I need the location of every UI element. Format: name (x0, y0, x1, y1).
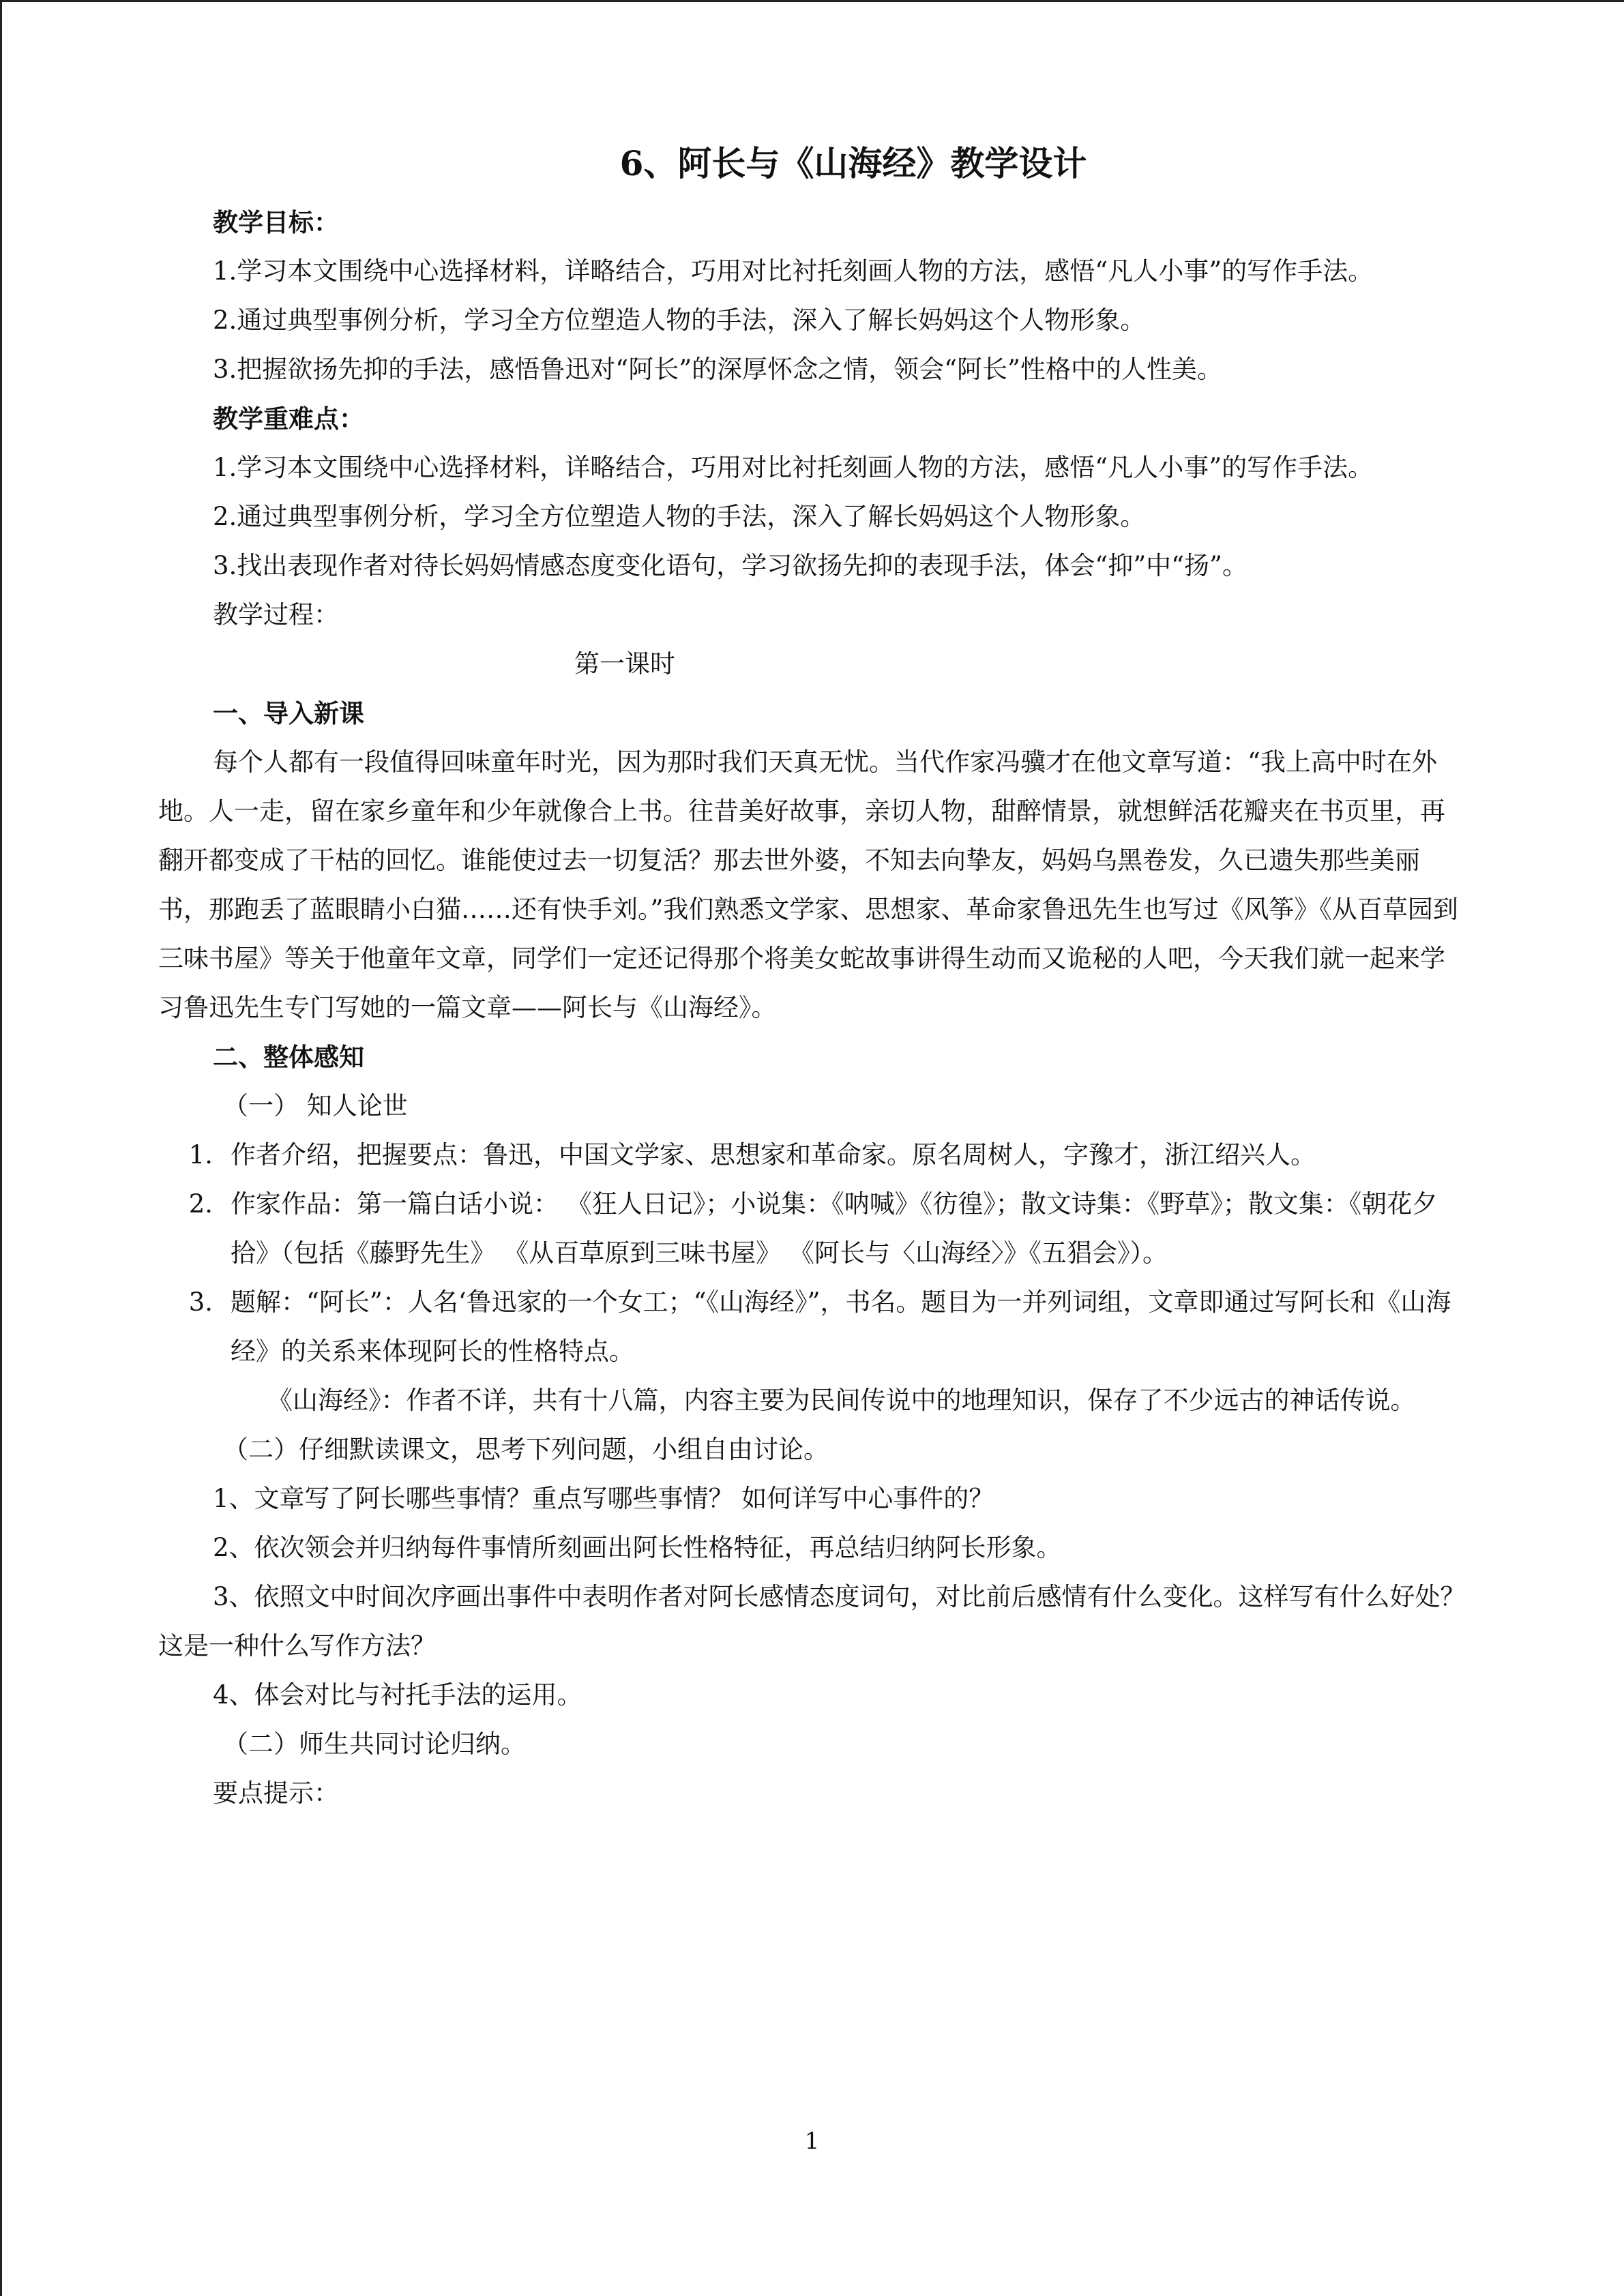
keypoints-heading: 教学重难点： (213, 404, 364, 434)
question-item: 2、依次领会并归纳每件事情所刻画出阿长性格特征，再总结归纳阿长形象。 (213, 1533, 1062, 1562)
section2-heading: 二、整体感知 (213, 1042, 364, 1072)
numbered-item (158, 1278, 1466, 1376)
goal-item: 3.把握欲扬先抑的手法，感悟鲁迅对“阿长”的深厚怀念之情，领会“阿长”性格中的人性美。 (213, 355, 1222, 384)
question-item: 3、依照文中时间次序画出事件中表明作者对阿长感情态度词句，对比前后感情有什么变化。这样写有什么好处？这是一种什么写作方法？ (158, 1582, 1466, 1660)
hint-label: 要点提示： (213, 1778, 339, 1808)
item-number: 3. (188, 1287, 213, 1317)
item-text: 题解：“阿长”：人名‘鲁迅家的一个女工；“《山海经》”，书名。题目为一并列词组，文章即通过写阿长和《山海经》的关系来体现阿长的性格特点。 (231, 1287, 1451, 1366)
process-heading: 教学过程： (213, 600, 339, 629)
section2-sub1: （一） 知人论世 (223, 1091, 408, 1120)
section2-sub3: （二）师生共同讨论归纳。 (223, 1729, 526, 1759)
keypoint-item: 2.通过典型事例分析，学习全方位塑造人物的手法，深入了解长妈妈这个人物形象。 (213, 502, 1146, 531)
numbered-item (158, 1180, 1466, 1278)
page-border-left (0, 0, 2, 2296)
question-item: 1、文章写了阿长哪些事情？重点写哪些事情？ 如何详写中心事件的？ (213, 1484, 994, 1513)
document-body (158, 130, 1466, 1818)
section2-sub2: （二）仔细默读课文，思考下列问题，小组自由讨论。 (223, 1435, 829, 1464)
page-border-top (0, 0, 1624, 2)
lesson-label: 第一课时 (574, 649, 675, 679)
keypoint-item: 3.找出表现作者对待长妈妈情感态度变化语句，学习欲扬先抑的表现手法，体会“抑”中“扬”。 (213, 551, 1247, 580)
book-note: 《山海经》：作者不详，共有十八篇，内容主要为民间传说中的地理知识，保存了不少远古的神话传说。 (267, 1386, 1416, 1415)
document-title: 6、阿长与《山海经》教学设计 (619, 143, 1087, 183)
numbered-item (158, 1131, 1466, 1180)
question-item: 4、体会对比与衬托手法的运用。 (213, 1680, 582, 1710)
keypoint-item: 1.学习本文围绕中心选择材料，详略结合，巧用对比衬托刻画人物的方法，感悟“凡人小事”的写作手法。 (213, 453, 1374, 482)
item-text: 作家作品：第一篇白话小说： 《狂人日记》；小说集：《呐喊》《彷徨》；散文诗集：《野草》；散文集：《朝花夕拾》（包括《藤野先生》 《从百草原到三味书屋》 《阿长与〈山海经〉》《五猖会》）。 (231, 1189, 1438, 1268)
item-number: 1. (188, 1140, 213, 1169)
section1-heading: 一、导入新课 (213, 698, 364, 728)
goal-item: 2.通过典型事例分析，学习全方位塑造人物的手法，深入了解长妈妈这个人物形象。 (213, 305, 1146, 335)
goal-item: 1.学习本文围绕中心选择材料，详略结合，巧用对比衬托刻画人物的方法，感悟“凡人小事”的写作手法。 (213, 256, 1374, 286)
goals-heading: 教学目标： (213, 207, 339, 237)
page-number: 1 (804, 2128, 820, 2155)
item-text: 作者介绍，把握要点：鲁迅，中国文学家、思想家和革命家。原名周树人，字豫才，浙江绍兴人。 (231, 1140, 1316, 1169)
item-number: 2. (188, 1189, 213, 1219)
section1-text: 每个人都有一段值得回味童年时光，因为那时我们天真无忧。当代作家冯骥才在他文章写道：“我上高中时在外地。人一走，留在家乡童年和少年就像合上书。往昔美好故事，亲切人物，甜醉情景，就想鲜活花瓣夹在书页里，再翻开都变成了干枯的回忆。谁能使过去一切复活？那去世外婆，不知去向挚友，妈妈乌黑卷发，久已遗失那些美丽书，那跑丢了蓝眼睛小白猫……还有快手刘。”我们熟悉文学家、思想家、革命家鲁迅先生也写过《风筝》《从百草园到三味书屋》等关于他童年文章，同学们一定还记得那个将美女蛇故事讲得生动而又诡秘的人吧，今天我们就一起来学习鲁迅先生专门写她的一篇文章——阿长与《山海经》。 (158, 747, 1458, 1022)
